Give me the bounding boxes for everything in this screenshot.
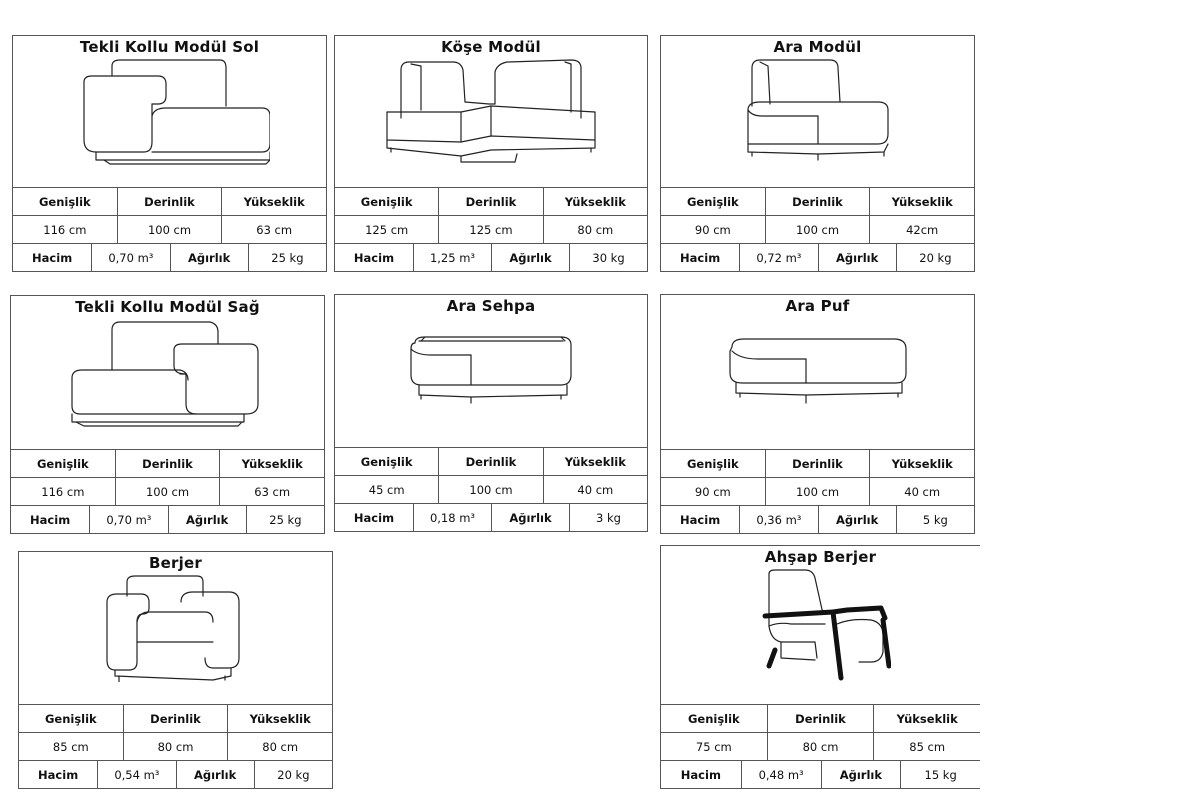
product-title: Ara Modül xyxy=(773,38,862,56)
weight-value: 25 kg xyxy=(248,244,326,271)
height-value: 40 cm xyxy=(869,478,974,505)
volume-value: 1,25 m³ xyxy=(413,244,491,271)
middle-module-illustration xyxy=(661,56,974,166)
product-title: Ara Puf xyxy=(785,297,850,315)
weight-value: 30 kg xyxy=(569,244,647,271)
depth-label: Derinlik xyxy=(438,188,542,215)
height-value: 80 cm xyxy=(227,733,332,760)
width-value: 85 cm xyxy=(52,739,89,754)
depth-label: Derinlik xyxy=(438,448,542,475)
wooden-armchair-illustration xyxy=(661,566,980,681)
height-label: Yükseklik xyxy=(221,188,326,215)
weight-label: Ağırlık xyxy=(168,506,246,533)
weight-label: Ağırlık xyxy=(491,504,569,531)
volume-value: 0,36 m³ xyxy=(739,506,817,533)
depth-value: 100 cm xyxy=(115,478,220,505)
height-label: Yükseklik xyxy=(543,188,647,215)
depth-label: Derinlik xyxy=(765,188,870,215)
coffee-table-illustration xyxy=(335,331,647,411)
depth-value: 100 cm xyxy=(765,216,870,243)
volume-label: Hacim xyxy=(680,767,721,782)
volume-label: Hacim xyxy=(680,250,721,265)
depth-label: Derinlik xyxy=(767,705,874,732)
volume-value: 0,70 m³ xyxy=(89,506,167,533)
width-label: Genişlik xyxy=(360,194,413,209)
width-label: Genişlik xyxy=(36,456,89,471)
product-title: Ara Sehpa xyxy=(446,297,536,315)
weight-value: 20 kg xyxy=(896,244,974,271)
height-label: Yükseklik xyxy=(543,448,647,475)
width-value: 90 cm xyxy=(694,222,731,237)
width-label: Genişlik xyxy=(44,711,97,726)
product-card-tekli-kollu-sag xyxy=(10,295,325,534)
height-value: 63 cm xyxy=(219,478,324,505)
depth-label: Derinlik xyxy=(123,705,228,732)
product-card-tekli-kollu-sol xyxy=(12,35,327,272)
product-card-ara-modul xyxy=(660,35,975,272)
height-value: 63 cm xyxy=(221,216,326,243)
volume-label: Hacim xyxy=(353,510,395,525)
depth-value: 100 cm xyxy=(765,478,870,505)
product-title: Tekli Kollu Modül Sol xyxy=(79,38,260,56)
width-value: 125 cm xyxy=(365,222,409,237)
weight-label: Ağırlık xyxy=(491,244,569,271)
weight-value: 3 kg xyxy=(569,504,647,531)
height-value: 42cm xyxy=(869,216,974,243)
corner-sofa-illustration xyxy=(335,56,647,166)
depth-value: 100 cm xyxy=(438,476,542,503)
depth-value: 125 cm xyxy=(438,216,542,243)
width-label: Genişlik xyxy=(686,456,739,471)
width-value: 75 cm xyxy=(695,739,732,754)
product-title: Köşe Modül xyxy=(441,38,541,56)
weight-label: Ağırlık xyxy=(818,244,896,271)
volume-value: 0,18 m³ xyxy=(413,504,491,531)
depth-label: Derinlik xyxy=(117,188,222,215)
ottoman-illustration xyxy=(661,333,974,413)
width-label: Genişlik xyxy=(38,194,91,209)
volume-value: 0,54 m³ xyxy=(97,761,175,788)
volume-value: 0,72 m³ xyxy=(739,244,817,271)
sofa-right-arm-illustration xyxy=(11,316,324,428)
width-value: 116 cm xyxy=(41,484,85,499)
weight-value: 15 kg xyxy=(900,761,980,788)
height-label: Yükseklik xyxy=(869,188,974,215)
volume-label: Hacim xyxy=(353,250,395,265)
depth-label: Derinlik xyxy=(115,450,220,477)
weight-label: Ağırlık xyxy=(170,244,248,271)
volume-label: Hacim xyxy=(38,767,79,782)
volume-label: Hacim xyxy=(680,512,721,527)
weight-label: Ağırlık xyxy=(176,761,254,788)
depth-value: 100 cm xyxy=(117,216,222,243)
depth-value: 80 cm xyxy=(123,733,228,760)
depth-label: Derinlik xyxy=(765,450,870,477)
product-card-ara-puf xyxy=(660,294,975,534)
width-value: 90 cm xyxy=(694,484,731,499)
weight-label: Ağırlık xyxy=(818,506,896,533)
volume-value: 0,70 m³ xyxy=(91,244,169,271)
volume-label: Hacim xyxy=(32,250,73,265)
sofa-left-arm-illustration xyxy=(13,56,326,166)
weight-value: 5 kg xyxy=(896,506,974,533)
product-card-ahsap-berjer xyxy=(660,545,980,789)
product-title: Tekli Kollu Modül Sağ xyxy=(75,298,260,316)
weight-value: 20 kg xyxy=(254,761,332,788)
product-title: Ahşap Berjer xyxy=(764,548,877,566)
width-label: Genişlik xyxy=(360,454,413,469)
width-label: Genişlik xyxy=(687,711,740,726)
width-value: 116 cm xyxy=(43,222,87,237)
height-value: 80 cm xyxy=(543,216,647,243)
armchair-illustration xyxy=(19,572,332,682)
height-label: Yükseklik xyxy=(227,705,332,732)
height-value: 40 cm xyxy=(543,476,647,503)
product-card-berjer xyxy=(18,551,333,789)
volume-label: Hacim xyxy=(30,512,71,527)
depth-value: 80 cm xyxy=(767,733,874,760)
height-value: 85 cm xyxy=(873,733,980,760)
product-card-kose-modul xyxy=(334,35,648,272)
width-value: 45 cm xyxy=(368,482,405,497)
width-label: Genişlik xyxy=(686,194,739,209)
product-title: Berjer xyxy=(149,554,202,572)
volume-value: 0,48 m³ xyxy=(741,761,821,788)
height-label: Yükseklik xyxy=(219,450,324,477)
height-label: Yükseklik xyxy=(873,705,980,732)
product-card-ara-sehpa xyxy=(334,294,648,532)
height-label: Yükseklik xyxy=(869,450,974,477)
weight-value: 25 kg xyxy=(246,506,324,533)
weight-label: Ağırlık xyxy=(821,761,901,788)
